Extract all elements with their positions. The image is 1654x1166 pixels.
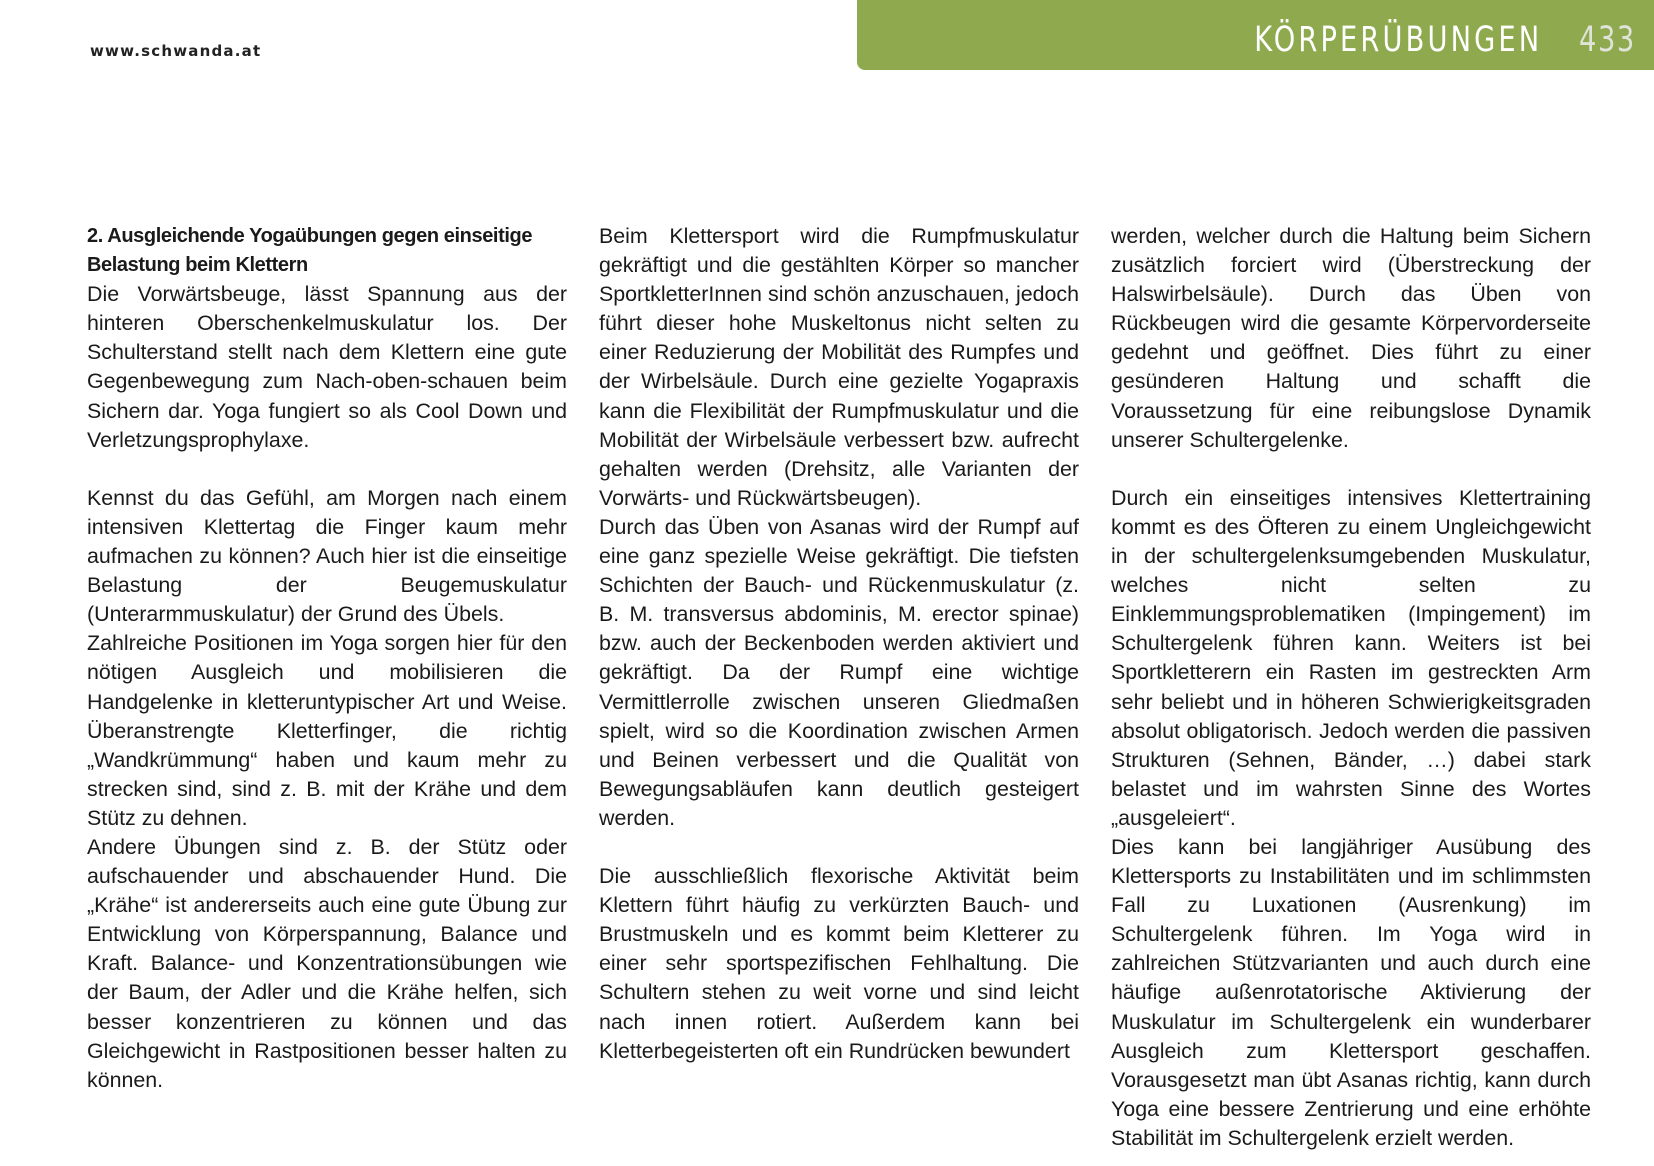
paragraph-gap [599, 833, 1079, 862]
paragraph: Dies kann bei langjähriger Ausübung des Klettersports zu Instabilitäten und im schlimmsten Fall zu Luxationen (Ausrenkung) im Schultergelenk führen. Im Yoga wird in zahlreichen Stützvarianten und auch durch eine häufige außenrotatorische Aktivierung der Muskulatur im Schultergelenk ein wunderbarer Ausgleich zum Klettersport geschaffen. Vorausgesetzt man übt Asanas richtig, kann durch Yoga eine bessere Zentrierung und eine erhöhte Stabilität im Schultergelenk erzielt werden. [1111, 834, 1591, 1150]
section-heading: 2. Ausgleichende Yogaübungen gegen einseitige Belastung beim Klettern [87, 225, 533, 277]
paragraph: Beim Klettersport wird die Rumpfmuskulatur gekräftigt und die gestählten Körper so mancher SportkletterInnen sind schön anzuschauen, jedoch führt dieser hohe Muskeltonus nicht selten zu einer Reduzierung der Mobilität des Rumpfes und der Wirbelsäule. Durch eine gezielte Yogapraxis kann die Flexibilität der Rumpfmuskulatur und die Mobilität der Wirbelsäule verbessert bzw. aufrecht gehalten werden (Drehsitz, alle Varianten der Vorwärts- und Rückwärtsbeugen). [599, 224, 1079, 510]
paragraph-gap [1111, 455, 1591, 484]
site-url: www.schwanda.at [90, 42, 262, 60]
text-column-3 [1111, 222, 1591, 1153]
paragraph: Die Vorwärtsbeuge, lässt Spannung aus der hinteren Oberschenkelmuskulatur los. Der Schulterstand stellt nach dem Klettern eine gute Gegenbewegung zum Nach-oben-schauen beim Sichern dar. Yoga fungiert so als Cool Down und Verletzungsprophylaxe. [87, 282, 567, 452]
paragraph: Zahlreiche Positionen im Yoga sorgen hier für den nötigen Ausgleich und mobilisieren die Handgelenke in kletteruntypischer Art und Weise. Überanstrengte Kletterfinger, die richtig „Wandkrümmung“ haben und kaum mehr zu strecken sind, sind z. B. mit der Krähe und dem Stütz zu dehnen. [87, 631, 567, 830]
paragraph: Durch das Üben von Asanas wird der Rumpf auf eine ganz spezielle Weise gekräftigt. Die tiefsten Schichten der Bauch- und Rückenmuskulatur (z. B. M. transversus abdominis, M. erector spinae) bzw. auch der Beckenboden werden aktiviert und gekräftigt. Da der Rumpf eine wichtige Vermittlerrolle zwischen unseren Gliedmaßen spielt, wird so die Koordination zwischen Armen und Beinen verbessert und die Qualität von Bewegungsabläufen kann deutlich gesteigert werden. [599, 514, 1079, 830]
paragraph: Durch ein einseitiges intensives Klettertraining kommt es des Öfteren zu einem Ungleichgewicht in der schultergelenksumgebenden Muskulatur, welches nicht selten zu Einklemmungsproblematiken (Impingement) im Schultergelenk führen kann. Weiters ist bei Sportkletterern ein Rasten im gestreckten Arm sehr beliebt und in höheren Schwierigkeitsgraden absolut obligatorisch. Jedoch werden die passiven Strukturen (Sehnen, Bänder, …) dabei stark belastet und im wahrsten Sinne des Wortes „ausgeleiert“. [1111, 485, 1591, 830]
page-number: 433 [1579, 20, 1636, 60]
paragraph: Andere Übungen sind z. B. der Stütz oder aufschauender und abschauender Hund. Die „Krähe“ ist andererseits auch eine gute Übung zur Entwicklung von Körperspannung, Balance und Kraft. Balance- und Konzentrationsübungen wie der Baum, der Adler und die Krähe helfen, sich besser konzentrieren zu können und das Gleichgewicht in Rastpositionen besser halten zu können. [87, 834, 567, 1092]
text-column-1 [87, 222, 567, 1095]
paragraph: Kennst du das Gefühl, am Morgen nach einem intensiven Klettertag die Finger kaum mehr aufmachen zu können? Auch hier ist die einseitige Belastung der Beugemuskulatur (Unterarmmuskulatur) der Grund des Übels. [87, 485, 567, 627]
paragraph-gap [87, 455, 567, 484]
paragraph: werden, welcher durch die Haltung beim Sichern zusätzlich forciert wird (Überstreckung der Halswirbelsäule). Durch das Üben von Rückbeugen wird die gesamte Körpervorderseite gedehnt und geöffnet. Dies führt zu einer gesünderen Haltung und schafft die Voraussetzung für eine reibungslose Dynamik unserer Schultergelenke. [1111, 224, 1591, 452]
text-column-2 [599, 222, 1079, 1066]
paragraph: Die ausschließlich flexorische Aktivität beim Klettern führt häufig zu verkürzten Bauch- und Brustmuskeln und es kommt beim Kletterer zu einer sehr sportspezifischen Fehlhaltung. Die Schultern stehen zu weit vorne und sind leicht nach innen rotiert. Außerdem kann bei Kletterbegeisterten oft ein Rundrücken bewundert [599, 864, 1079, 1063]
section-title: KÖRPERÜBUNGEN [1253, 20, 1542, 60]
section-header-bar [857, 0, 1654, 70]
